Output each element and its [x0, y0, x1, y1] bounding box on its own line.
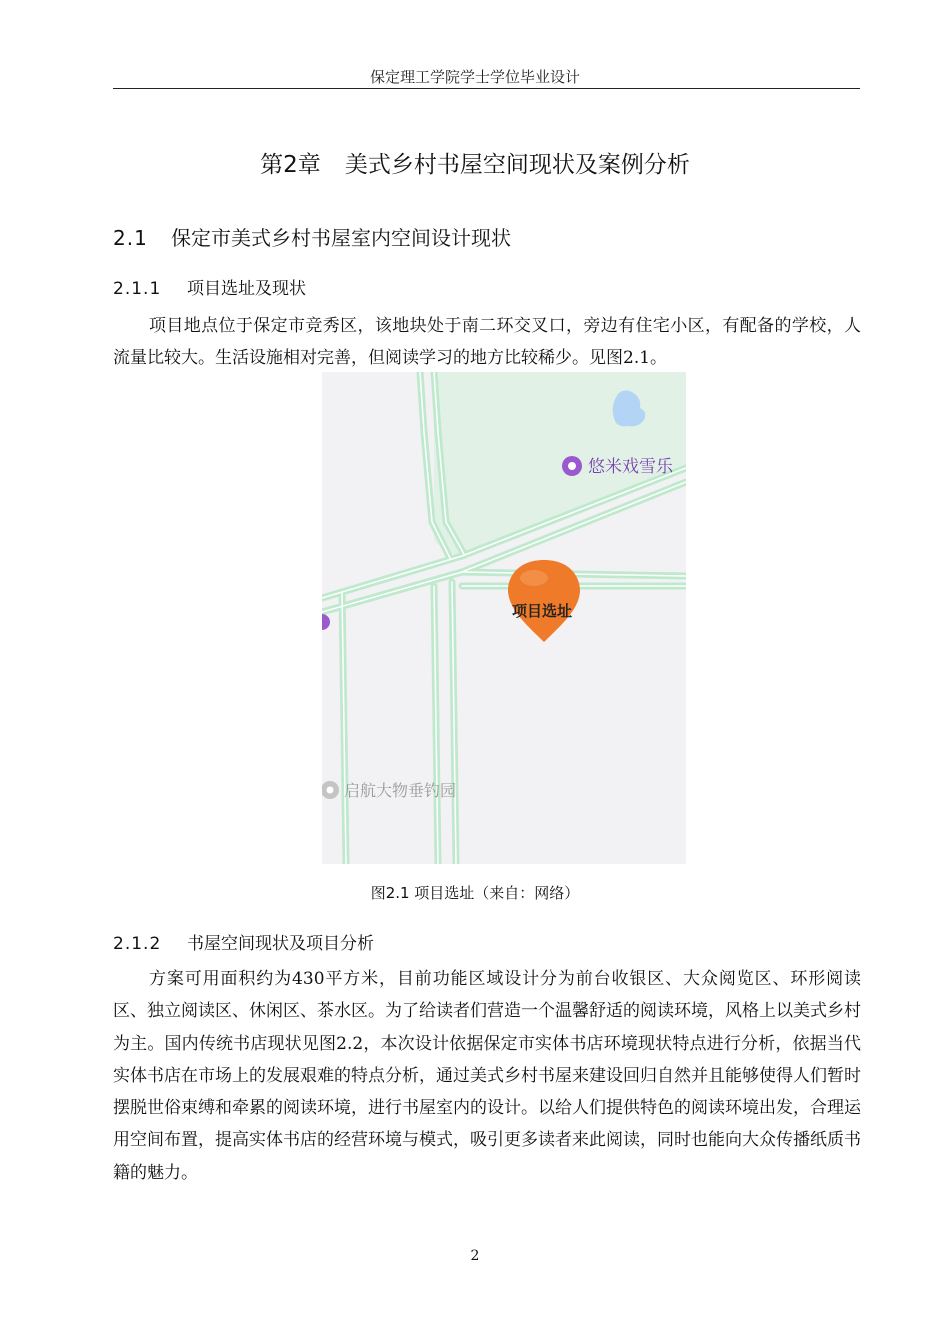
- section-number: 2.1: [113, 226, 148, 250]
- chapter-title: [0, 146, 950, 179]
- section-2-1-2-heading: [113, 929, 374, 954]
- paragraph-analysis: 方案可用面积约为430平方米，目前功能区域设计分为前台收银区、大众阅览区、环形阅读区、独立阅读区、休闲区、茶水区。为了给读者们营造一个温馨舒适的阅读环境，风格上以美式乡村为主。国内传统书店现状见图2.2，本次设计依据保定市实体书店环境现状特点进行分析，依据当代实体书店在市场上的发展艰难的特点分析，通过美式乡村书屋来建设回归自然并且能够使得人们暂时摆脱世俗束缚和牵累的阅读环境，进行书屋室内的设计。以给人们提供特色的阅读环境出发，合理运用空间布置，提高实体书店的经营环境与模式，吸引更多读者来此阅读，同时也能向大众传播纸质书籍的魅力。: [113, 969, 861, 1183]
- page-header: 保定理工学院学士学位毕业设计: [369, 68, 580, 86]
- site-map-figure: [322, 372, 686, 864]
- site-map: [322, 372, 686, 864]
- section-title: 保定市美式乡村书屋室内空间设计现状: [171, 226, 511, 250]
- poi-top-label: 悠米戏雪乐: [588, 457, 673, 477]
- poi-bottom-label: 启航大物垂钓园: [344, 781, 457, 800]
- subsection-number: 2.1.1: [113, 279, 162, 299]
- header-rule: [113, 88, 860, 89]
- chapter-number: 第2章: [260, 152, 321, 178]
- figure-caption: 图2.1 项目选址（来自：网络）: [370, 884, 580, 902]
- page-number: 2: [470, 1248, 480, 1264]
- section-2-1-1-heading: [113, 274, 306, 299]
- subsection-number: 2.1.2: [113, 934, 162, 954]
- section-2-1-heading: [113, 222, 511, 251]
- subsection-title: 项目选址及现状: [187, 279, 306, 299]
- paragraph-site: 项目地点位于保定市竞秀区，该地块处于南二环交叉口，旁边有住宅小区，有配备的学校，人流量比较大。生活设施相对完善，但阅读学习的地方比较稀少。见图2.1。: [113, 316, 861, 369]
- chapter-name: 美式乡村书屋空间现状及案例分析: [344, 152, 690, 178]
- subsection-title: 书屋空间现状及项目分析: [187, 934, 374, 954]
- pin-label: 项目选址: [511, 602, 573, 620]
